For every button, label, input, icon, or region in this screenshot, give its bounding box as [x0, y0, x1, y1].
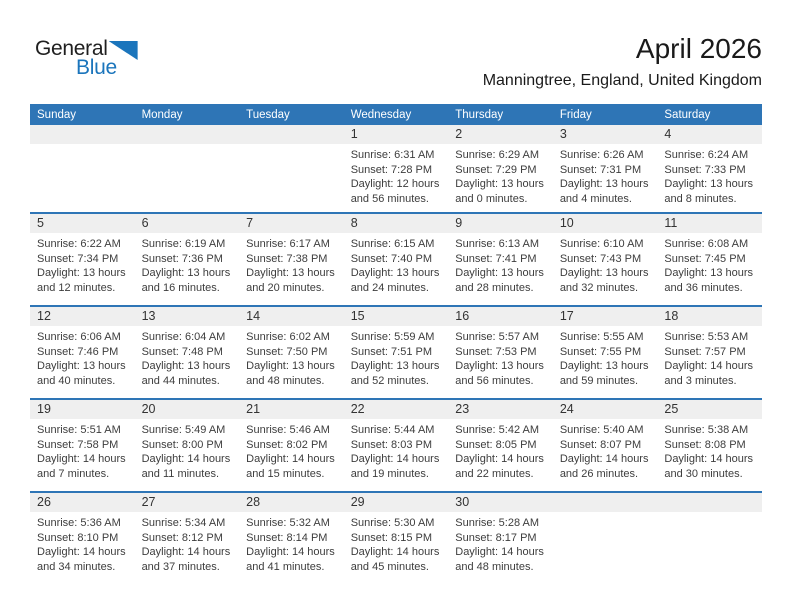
- sunrise-text: Sunrise: 5:55 AM: [559, 331, 644, 343]
- sunset-text: Sunset: 7:45 PM: [664, 252, 746, 265]
- calendar-day-cell: [30, 493, 135, 584]
- sunrise-text: Sunrise: 6:24 AM: [664, 149, 749, 161]
- date-number: 26: [30, 493, 135, 512]
- date-number: 3: [553, 125, 658, 144]
- sunset-text: Sunset: 7:43 PM: [559, 252, 642, 265]
- calendar-day-cell: [553, 214, 658, 305]
- sunset-text: Sunset: 8:12 PM: [141, 531, 223, 544]
- daylight-text-line1: Daylight: 14 hours: [455, 453, 544, 466]
- calendar-day-cell: [344, 400, 449, 491]
- daylight-text-line1: Daylight: 14 hours: [664, 453, 754, 466]
- daylight-text-line2: and 44 minutes.: [141, 374, 220, 387]
- sunrise-text: Sunrise: 6:08 AM: [664, 238, 749, 250]
- daylight-text-line1: Daylight: 13 hours: [559, 360, 649, 373]
- page-subtitle-location: Manningtree, England, United Kingdom: [482, 72, 762, 89]
- weekday-header-friday: Friday: [559, 108, 592, 121]
- daylight-text-line2: and 22 minutes.: [455, 467, 534, 480]
- sunrise-text: Sunrise: 5:40 AM: [559, 424, 644, 436]
- sunrise-text: Sunrise: 5:46 AM: [246, 424, 330, 436]
- sunrise-text: Sunrise: 5:42 AM: [455, 424, 540, 436]
- date-number: [239, 125, 344, 144]
- daylight-text-line1: Daylight: 14 hours: [37, 546, 126, 559]
- sunrise-text: Sunrise: 5:44 AM: [350, 424, 435, 436]
- sunset-text: Sunset: 7:55 PM: [559, 345, 642, 358]
- sunrise-text: Sunrise: 6:29 AM: [455, 149, 540, 161]
- calendar-day-cell: [657, 125, 762, 212]
- daylight-text-line2: and 41 minutes.: [246, 560, 325, 573]
- sunset-text: Sunset: 8:00 PM: [141, 438, 223, 451]
- daylight-text-line2: and 40 minutes.: [37, 374, 116, 387]
- sunrise-text: Sunrise: 6:26 AM: [559, 149, 644, 161]
- date-number: 30: [448, 493, 553, 512]
- daylight-text-line2: and 24 minutes.: [350, 281, 429, 294]
- day-details: [553, 326, 658, 388]
- daylight-text-line1: Daylight: 13 hours: [246, 360, 335, 373]
- daylight-text-line2: and 59 minutes.: [559, 374, 639, 387]
- daylight-text-line1: Daylight: 14 hours: [559, 453, 649, 466]
- sunset-text: Sunset: 7:36 PM: [141, 252, 223, 265]
- sunset-text: Sunset: 7:51 PM: [350, 345, 433, 358]
- daylight-text-line2: and 0 minutes.: [455, 192, 528, 205]
- calendar-day-cell: [344, 493, 449, 584]
- date-number: 12: [30, 307, 135, 326]
- daylight-text-line1: Daylight: 13 hours: [664, 267, 754, 280]
- title-block: [483, 33, 762, 90]
- day-details: [135, 233, 240, 295]
- sunrise-text: Sunrise: 6:10 AM: [559, 238, 644, 250]
- daylight-text-line2: and 52 minutes.: [350, 374, 429, 387]
- sunset-text: Sunset: 8:17 PM: [455, 531, 537, 544]
- sunrise-text: Sunrise: 5:30 AM: [350, 517, 435, 529]
- date-number: 22: [344, 400, 449, 419]
- daylight-text-line1: Daylight: 13 hours: [455, 267, 544, 280]
- calendar-day-cell: [448, 493, 553, 584]
- date-number: [30, 125, 135, 144]
- sunset-text: Sunset: 7:40 PM: [350, 252, 433, 265]
- calendar-day-cell: [448, 125, 553, 212]
- date-number: 1: [344, 125, 449, 144]
- calendar-day-cell: [657, 214, 762, 305]
- daylight-text-line1: Daylight: 13 hours: [37, 267, 126, 280]
- calendar-empty-cell: [657, 493, 762, 584]
- calendar-day-cell: [657, 400, 762, 491]
- daylight-text-line1: Daylight: 13 hours: [37, 360, 126, 373]
- date-number: 4: [657, 125, 762, 144]
- date-number: 23: [448, 400, 553, 419]
- sunrise-text: Sunrise: 6:13 AM: [455, 238, 540, 250]
- daylight-text-line2: and 56 minutes.: [455, 374, 534, 387]
- daylight-text-line2: and 3 minutes.: [664, 374, 737, 387]
- date-number: 21: [239, 400, 344, 419]
- calendar-day-cell: [135, 307, 240, 398]
- daylight-text-line1: Daylight: 14 hours: [350, 546, 440, 559]
- sunrise-text: Sunrise: 6:15 AM: [350, 238, 435, 250]
- calendar-day-cell: [30, 214, 135, 305]
- date-number: 16: [448, 307, 553, 326]
- calendar-day-cell: [30, 307, 135, 398]
- sunset-text: Sunset: 7:50 PM: [246, 345, 328, 358]
- daylight-text-line1: Daylight: 13 hours: [664, 178, 754, 191]
- weekday-header-thursday: Thursday: [455, 108, 504, 121]
- calendar-day-cell: [553, 400, 658, 491]
- daylight-text-line1: Daylight: 13 hours: [559, 267, 649, 280]
- day-details: [344, 512, 449, 574]
- date-number: 25: [657, 400, 762, 419]
- daylight-text-line1: Daylight: 13 hours: [455, 178, 544, 191]
- day-details: [448, 326, 553, 388]
- day-details: [30, 233, 135, 295]
- calendar-day-cell: [553, 307, 658, 398]
- general-blue-logo: [35, 38, 138, 78]
- calendar-day-cell: [239, 493, 344, 584]
- day-details: [448, 419, 553, 481]
- daylight-text-line2: and 34 minutes.: [37, 560, 116, 573]
- daylight-text-line1: Daylight: 14 hours: [664, 360, 754, 373]
- date-number: 20: [135, 400, 240, 419]
- sunset-text: Sunset: 7:46 PM: [37, 345, 119, 358]
- calendar-grid: [30, 104, 762, 584]
- sunrise-text: Sunrise: 6:31 AM: [350, 149, 435, 161]
- daylight-text-line2: and 4 minutes.: [559, 192, 632, 205]
- calendar-day-cell: [448, 307, 553, 398]
- sunrise-text: Sunrise: 5:28 AM: [455, 517, 540, 529]
- day-details: [657, 144, 762, 206]
- day-details: [448, 144, 553, 206]
- sunset-text: Sunset: 7:34 PM: [37, 252, 119, 265]
- sunset-text: Sunset: 7:53 PM: [455, 345, 537, 358]
- date-number: 6: [135, 214, 240, 233]
- day-details: [239, 233, 344, 295]
- calendar-day-cell: [239, 307, 344, 398]
- sunrise-text: Sunrise: 5:49 AM: [141, 424, 226, 436]
- date-number: 19: [30, 400, 135, 419]
- day-details: [30, 419, 135, 481]
- day-details: [135, 419, 240, 481]
- sunrise-text: Sunrise: 6:22 AM: [37, 238, 121, 250]
- calendar-day-cell: [657, 307, 762, 398]
- daylight-text-line2: and 7 minutes.: [37, 467, 110, 480]
- sunrise-text: Sunrise: 5:53 AM: [664, 331, 749, 343]
- daylight-text-line1: Daylight: 13 hours: [559, 178, 649, 191]
- date-number: 18: [657, 307, 762, 326]
- date-number: 2: [448, 125, 553, 144]
- date-number: 13: [135, 307, 240, 326]
- sunset-text: Sunset: 8:02 PM: [246, 438, 328, 451]
- date-number: [657, 493, 762, 512]
- day-details: [448, 233, 553, 295]
- sunset-text: Sunset: 7:57 PM: [664, 345, 746, 358]
- daylight-text-line2: and 56 minutes.: [350, 192, 429, 205]
- sunrise-text: Sunrise: 6:06 AM: [37, 331, 121, 343]
- date-number: [553, 493, 658, 512]
- day-details: [30, 326, 135, 388]
- date-number: 29: [344, 493, 449, 512]
- page-title: April 2026: [635, 33, 762, 64]
- daylight-text-line2: and 32 minutes.: [559, 281, 639, 294]
- date-number: 7: [239, 214, 344, 233]
- calendar-empty-cell: [239, 125, 344, 212]
- week-row: [30, 398, 762, 491]
- daylight-text-line2: and 28 minutes.: [455, 281, 534, 294]
- daylight-text-line1: Daylight: 13 hours: [455, 360, 544, 373]
- day-details: [657, 233, 762, 295]
- daylight-text-line1: Daylight: 14 hours: [141, 546, 231, 559]
- date-number: 14: [239, 307, 344, 326]
- day-details: [344, 233, 449, 295]
- daylight-text-line2: and 48 minutes.: [455, 560, 534, 573]
- sunset-text: Sunset: 7:31 PM: [559, 163, 642, 176]
- sunrise-text: Sunrise: 6:17 AM: [246, 238, 330, 250]
- sunset-text: Sunset: 7:29 PM: [455, 163, 537, 176]
- sunset-text: Sunset: 8:08 PM: [664, 438, 746, 451]
- sunrise-text: Sunrise: 6:02 AM: [246, 331, 330, 343]
- calendar-day-cell: [344, 307, 449, 398]
- daylight-text-line2: and 11 minutes.: [141, 467, 220, 480]
- daylight-text-line1: Daylight: 13 hours: [350, 267, 440, 280]
- daylight-text-line1: Daylight: 14 hours: [455, 546, 544, 559]
- sunset-text: Sunset: 8:07 PM: [559, 438, 642, 451]
- sunrise-text: Sunrise: 6:19 AM: [141, 238, 226, 250]
- daylight-text-line2: and 30 minutes.: [664, 467, 743, 480]
- calendar-day-cell: [30, 400, 135, 491]
- daylight-text-line2: and 36 minutes.: [664, 281, 743, 294]
- day-details: [344, 326, 449, 388]
- logo-text-blue: Blue: [76, 56, 117, 79]
- sunset-text: Sunset: 7:38 PM: [246, 252, 328, 265]
- calendar-day-cell: [135, 493, 240, 584]
- calendar-empty-cell: [135, 125, 240, 212]
- daylight-text-line1: Daylight: 14 hours: [141, 453, 231, 466]
- sunrise-text: Sunrise: 5:59 AM: [350, 331, 435, 343]
- daylight-text-line2: and 16 minutes.: [141, 281, 220, 294]
- daylight-text-line2: and 8 minutes.: [664, 192, 737, 205]
- daylight-text-line2: and 48 minutes.: [246, 374, 325, 387]
- daylight-text-line2: and 26 minutes.: [559, 467, 639, 480]
- calendar-day-cell: [344, 125, 449, 212]
- calendar-day-cell: [448, 214, 553, 305]
- daylight-text-line1: Daylight: 13 hours: [246, 267, 335, 280]
- sunset-text: Sunset: 7:28 PM: [350, 163, 433, 176]
- day-details: [553, 419, 658, 481]
- calendar-day-cell: [135, 214, 240, 305]
- week-row: [30, 491, 762, 584]
- day-details: [239, 512, 344, 574]
- calendar-day-cell: [135, 400, 240, 491]
- daylight-text-line1: Daylight: 13 hours: [141, 360, 231, 373]
- day-details: [239, 419, 344, 481]
- date-number: 8: [344, 214, 449, 233]
- weekday-header-saturday: Saturday: [664, 108, 711, 121]
- calendar-day-cell: [239, 214, 344, 305]
- date-number: 15: [344, 307, 449, 326]
- date-number: 27: [135, 493, 240, 512]
- calendar-day-cell: [239, 400, 344, 491]
- daylight-text-line1: Daylight: 14 hours: [37, 453, 126, 466]
- daylight-text-line2: and 20 minutes.: [246, 281, 325, 294]
- daylight-text-line1: Daylight: 14 hours: [246, 453, 335, 466]
- date-number: 11: [657, 214, 762, 233]
- sunset-text: Sunset: 7:41 PM: [455, 252, 537, 265]
- sunrise-text: Sunrise: 5:32 AM: [246, 517, 330, 529]
- week-row: [30, 305, 762, 398]
- week-row: [30, 125, 762, 212]
- calendar-empty-cell: [553, 493, 658, 584]
- sunset-text: Sunset: 8:15 PM: [350, 531, 433, 544]
- date-number: 10: [553, 214, 658, 233]
- daylight-text-line1: Daylight: 14 hours: [350, 453, 440, 466]
- daylight-text-line2: and 15 minutes.: [246, 467, 325, 480]
- day-details: [344, 144, 449, 206]
- daylight-text-line2: and 37 minutes.: [141, 560, 220, 573]
- date-number: 5: [30, 214, 135, 233]
- day-details: [135, 326, 240, 388]
- day-details: [448, 512, 553, 574]
- sunrise-text: Sunrise: 5:57 AM: [455, 331, 540, 343]
- day-details: [657, 419, 762, 481]
- weekday-header-sunday: Sunday: [37, 108, 77, 121]
- day-details: [553, 233, 658, 295]
- day-details: [657, 326, 762, 388]
- daylight-text-line2: and 19 minutes.: [350, 467, 429, 480]
- sunrise-text: Sunrise: 6:04 AM: [141, 331, 226, 343]
- date-number: 28: [239, 493, 344, 512]
- calendar-empty-cell: [30, 125, 135, 212]
- sunrise-text: Sunrise: 5:36 AM: [37, 517, 121, 529]
- sunrise-text: Sunrise: 5:38 AM: [664, 424, 749, 436]
- sunrise-text: Sunrise: 5:51 AM: [37, 424, 121, 436]
- date-number: 9: [448, 214, 553, 233]
- sunset-text: Sunset: 7:58 PM: [37, 438, 119, 451]
- daylight-text-line1: Daylight: 14 hours: [246, 546, 335, 559]
- weekday-header-row: [30, 104, 762, 125]
- day-details: [239, 326, 344, 388]
- day-details: [135, 512, 240, 574]
- sunset-text: Sunset: 7:48 PM: [141, 345, 223, 358]
- date-number: [135, 125, 240, 144]
- sunrise-text: Sunrise: 5:34 AM: [141, 517, 226, 529]
- date-number: 24: [553, 400, 658, 419]
- weekday-header-tuesday: Tuesday: [246, 108, 290, 121]
- day-details: [344, 419, 449, 481]
- weekday-header-monday: Monday: [141, 108, 183, 121]
- daylight-text-line2: and 12 minutes.: [37, 281, 116, 294]
- day-details: [553, 144, 658, 206]
- daylight-text-line1: Daylight: 13 hours: [350, 360, 440, 373]
- day-details: [30, 512, 135, 574]
- sunset-text: Sunset: 8:05 PM: [455, 438, 537, 451]
- sunset-text: Sunset: 8:03 PM: [350, 438, 433, 451]
- weeks-container: [30, 125, 762, 584]
- calendar-day-cell: [448, 400, 553, 491]
- calendar-day-cell: [344, 214, 449, 305]
- sunset-text: Sunset: 8:10 PM: [37, 531, 119, 544]
- daylight-text-line2: and 45 minutes.: [350, 560, 429, 573]
- weekday-header-wednesday: Wednesday: [350, 108, 412, 121]
- daylight-text-line1: Daylight: 12 hours: [350, 178, 440, 191]
- sunset-text: Sunset: 8:14 PM: [246, 531, 328, 544]
- date-number: 17: [553, 307, 658, 326]
- sunset-text: Sunset: 7:33 PM: [664, 163, 746, 176]
- calendar-day-cell: [553, 125, 658, 212]
- logo-text-general: General: [35, 37, 108, 60]
- daylight-text-line1: Daylight: 13 hours: [141, 267, 231, 280]
- week-row: [30, 212, 762, 305]
